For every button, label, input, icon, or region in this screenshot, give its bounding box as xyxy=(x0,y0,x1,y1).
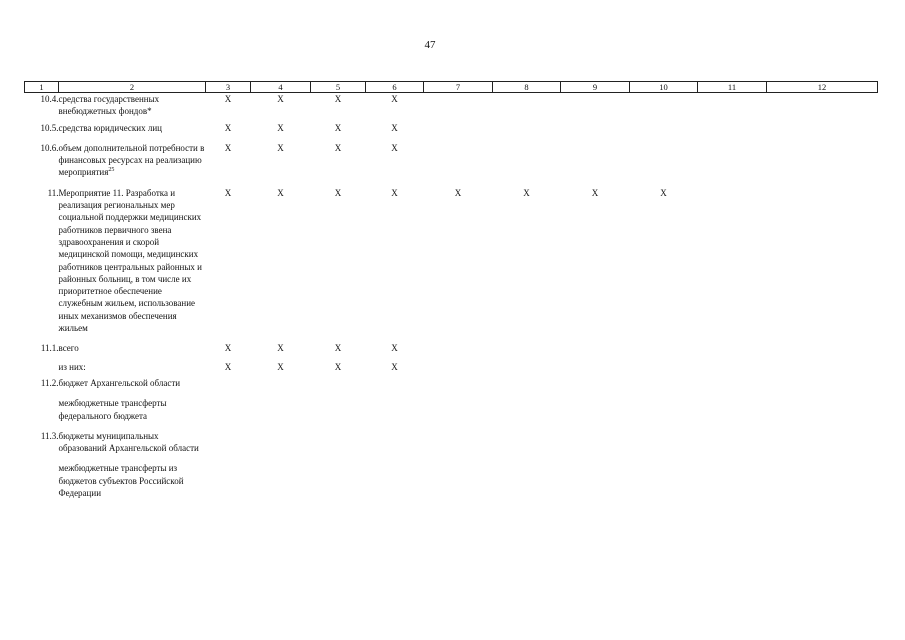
footnote-reference: 25 xyxy=(108,167,115,174)
mark-cell-col-11 xyxy=(698,462,767,499)
mark-cell-col-9 xyxy=(561,93,630,122)
mark-cell-col-11 xyxy=(698,93,767,122)
table-row xyxy=(25,430,878,463)
row-description-text: межбюджетные трансферты из бюджетов субъектов Российской Федерации xyxy=(58,463,184,499)
header-row xyxy=(25,82,878,93)
mark-cell-col-3: X xyxy=(224,94,232,104)
mark-cell-col-7 xyxy=(424,142,493,187)
mark-cell-col-7 xyxy=(424,122,493,142)
mark-cell-col-6: X xyxy=(391,122,398,133)
mark-cell-col-8 xyxy=(493,377,561,397)
mark-cell-col-4: X xyxy=(277,122,284,133)
mark-cell-col-3: X xyxy=(224,187,232,198)
mark-cell-col-5: X xyxy=(334,343,342,354)
page-number: 47 xyxy=(424,39,436,51)
column-header-6: 6 xyxy=(366,82,424,93)
row-number: 10.6. xyxy=(40,142,59,153)
mark-cell-col-3: X xyxy=(224,142,232,153)
mark-cell-col-12 xyxy=(767,342,878,360)
column-header-10: 10 xyxy=(630,82,698,93)
mark-cell-col-4 xyxy=(251,462,311,499)
row-description xyxy=(59,93,206,122)
mark-cell-col-12 xyxy=(767,462,878,499)
column-header-9: 9 xyxy=(561,82,630,93)
mark-cell-col-12 xyxy=(767,122,878,142)
mark-cell-col-10 xyxy=(630,462,698,499)
table-row xyxy=(25,187,878,343)
column-header-3: 3 xyxy=(206,82,251,93)
mark-cell-col-3: X xyxy=(224,361,232,372)
mark-cell-col-4 xyxy=(251,397,311,430)
mark-cell-col-11 xyxy=(698,142,767,187)
mark-cell-col-7 xyxy=(424,462,493,499)
mark-cell-col-8 xyxy=(493,462,561,499)
mark-cell-col-7 xyxy=(424,93,493,122)
row-description-text: межбюджетные трансферты федерального бюджета xyxy=(58,398,167,421)
row-description-text: объем дополнительной потребности в финансовых ресурсах на реализацию мероприятия xyxy=(58,142,205,178)
row-description xyxy=(59,122,206,142)
mark-cell-col-12 xyxy=(767,397,878,430)
table-row xyxy=(25,142,878,187)
column-header-12: 12 xyxy=(767,82,878,93)
row-number: 11.2. xyxy=(40,377,59,388)
row-description-text: бюджет Архангельской области xyxy=(58,377,181,388)
mark-cell-col-12 xyxy=(767,93,878,122)
mark-cell-col-3: X xyxy=(224,122,232,133)
table-row xyxy=(25,462,878,499)
row-description xyxy=(59,187,206,343)
mark-cell-col-3 xyxy=(206,397,251,430)
mark-cell-col-12 xyxy=(767,377,878,397)
mark-cell-col-10: X xyxy=(660,187,667,198)
mark-cell-col-4: X xyxy=(277,142,284,153)
mark-cell-col-6 xyxy=(366,462,424,499)
mark-cell-col-8 xyxy=(493,361,561,377)
row-description xyxy=(59,142,206,187)
column-header-5: 5 xyxy=(311,82,366,93)
row-number: 11. xyxy=(47,187,59,198)
mark-cell-col-10 xyxy=(630,361,698,377)
mark-cell-col-11 xyxy=(698,361,767,377)
mark-cell-col-11 xyxy=(698,122,767,142)
mark-cell-col-4: X xyxy=(277,361,284,372)
row-number xyxy=(25,361,59,377)
mark-cell-col-6: X xyxy=(391,343,398,354)
mark-cell-col-6 xyxy=(366,430,424,463)
column-header-7: 7 xyxy=(424,82,493,93)
row-description-text: средства юридических лиц xyxy=(58,122,162,133)
mark-cell-col-8 xyxy=(493,93,561,122)
row-number: 10.4. xyxy=(40,94,59,104)
mark-cell-col-6: X xyxy=(391,94,398,104)
table-row xyxy=(25,361,878,377)
column-header-11: 11 xyxy=(698,82,767,93)
mark-cell-col-5: X xyxy=(334,142,342,153)
mark-cell-col-4: X xyxy=(277,94,284,104)
mark-cell-col-12 xyxy=(767,361,878,377)
row-description xyxy=(59,342,206,360)
mark-cell-col-10 xyxy=(630,377,698,397)
mark-cell-col-11 xyxy=(698,397,767,430)
row-description xyxy=(59,361,206,377)
row-description-text: всего xyxy=(58,343,79,354)
mark-cell-col-10 xyxy=(630,122,698,142)
mark-cell-col-4: X xyxy=(277,343,284,354)
mark-cell-col-9 xyxy=(561,361,630,377)
mark-cell-col-7: X xyxy=(454,187,462,198)
mark-cell-col-5 xyxy=(311,377,366,397)
mark-cell-col-6: X xyxy=(391,361,398,372)
mark-cell-col-8 xyxy=(493,342,561,360)
mark-cell-col-8 xyxy=(493,397,561,430)
mark-cell-col-9 xyxy=(561,377,630,397)
mark-cell-col-5 xyxy=(311,462,366,499)
mark-cell-col-5: X xyxy=(334,361,342,372)
mark-cell-col-9 xyxy=(561,342,630,360)
mark-cell-col-5 xyxy=(311,397,366,430)
row-description xyxy=(59,430,206,463)
mark-cell-col-10 xyxy=(630,93,698,122)
row-description xyxy=(59,462,206,499)
mark-cell-col-4 xyxy=(251,377,311,397)
mark-cell-col-10 xyxy=(630,430,698,463)
mark-cell-col-9 xyxy=(561,122,630,142)
mark-cell-col-7 xyxy=(424,430,493,463)
table-row xyxy=(25,397,878,430)
mark-cell-col-10 xyxy=(630,142,698,187)
mark-cell-col-5: X xyxy=(334,187,342,198)
mark-cell-col-6 xyxy=(366,377,424,397)
row-number xyxy=(25,462,59,499)
column-header-8: 8 xyxy=(493,82,561,93)
mark-cell-col-8 xyxy=(493,142,561,187)
mark-cell-col-4: X xyxy=(277,187,284,198)
mark-cell-col-5 xyxy=(311,430,366,463)
mark-cell-col-3 xyxy=(206,430,251,463)
mark-cell-col-11 xyxy=(698,342,767,360)
row-description xyxy=(59,397,206,430)
mark-cell-col-8: X xyxy=(523,187,530,198)
mark-cell-col-7 xyxy=(424,397,493,430)
row-description-text: бюджеты муниципальных образований Архангельской области xyxy=(58,430,199,454)
mark-cell-col-5: X xyxy=(334,122,342,133)
table-row xyxy=(25,93,878,122)
table-row xyxy=(25,122,878,142)
mark-cell-col-9 xyxy=(561,462,630,499)
row-description-text: из них: xyxy=(58,361,86,372)
mark-cell-col-11 xyxy=(698,377,767,397)
row-description-text: Мероприятие 11. Разработка и реализация региональных мер социальной поддержки медицинских работников первичного звена здравоохранения и скорой медицинской помощи, медицинских работников центральных районных и районных больниц, в том числе их приоритетное обеспечение служебным жильем, использование иных механизмов обеспечения жильем xyxy=(58,187,202,334)
mark-cell-col-12 xyxy=(767,430,878,463)
mark-cell-col-6: X xyxy=(391,142,398,153)
mark-cell-col-10 xyxy=(630,397,698,430)
mark-cell-col-12 xyxy=(767,187,878,343)
table-row xyxy=(25,377,878,397)
budget-table xyxy=(24,81,878,499)
mark-cell-col-8 xyxy=(493,122,561,142)
mark-cell-col-3: X xyxy=(224,343,232,354)
column-header-2: 2 xyxy=(59,82,206,93)
mark-cell-col-11 xyxy=(698,187,767,343)
column-header-1: 1 xyxy=(25,82,59,93)
mark-cell-col-10 xyxy=(630,342,698,360)
row-number: 11.1. xyxy=(40,343,59,354)
mark-cell-col-4 xyxy=(251,430,311,463)
row-description xyxy=(59,377,206,397)
table-body xyxy=(25,93,878,500)
mark-cell-col-11 xyxy=(698,430,767,463)
mark-cell-col-7 xyxy=(424,361,493,377)
column-header-4: 4 xyxy=(251,82,311,93)
mark-cell-col-5: X xyxy=(334,94,342,104)
mark-cell-col-6 xyxy=(366,397,424,430)
row-description-text: средства государственных внебюджетных фондов* xyxy=(58,94,160,117)
mark-cell-col-7 xyxy=(424,342,493,360)
mark-cell-col-6: X xyxy=(391,187,398,198)
row-number: 10.5. xyxy=(40,122,59,133)
mark-cell-col-9 xyxy=(561,430,630,463)
row-number xyxy=(25,397,59,430)
mark-cell-col-9 xyxy=(561,397,630,430)
mark-cell-col-12 xyxy=(767,142,878,187)
mark-cell-col-9 xyxy=(561,142,630,187)
mark-cell-col-9: X xyxy=(591,187,599,198)
mark-cell-col-8 xyxy=(493,430,561,463)
mark-cell-col-3 xyxy=(206,377,251,397)
mark-cell-col-3 xyxy=(206,462,251,499)
row-number: 11.3. xyxy=(40,430,59,441)
mark-cell-col-7 xyxy=(424,377,493,397)
table-row xyxy=(25,342,878,360)
